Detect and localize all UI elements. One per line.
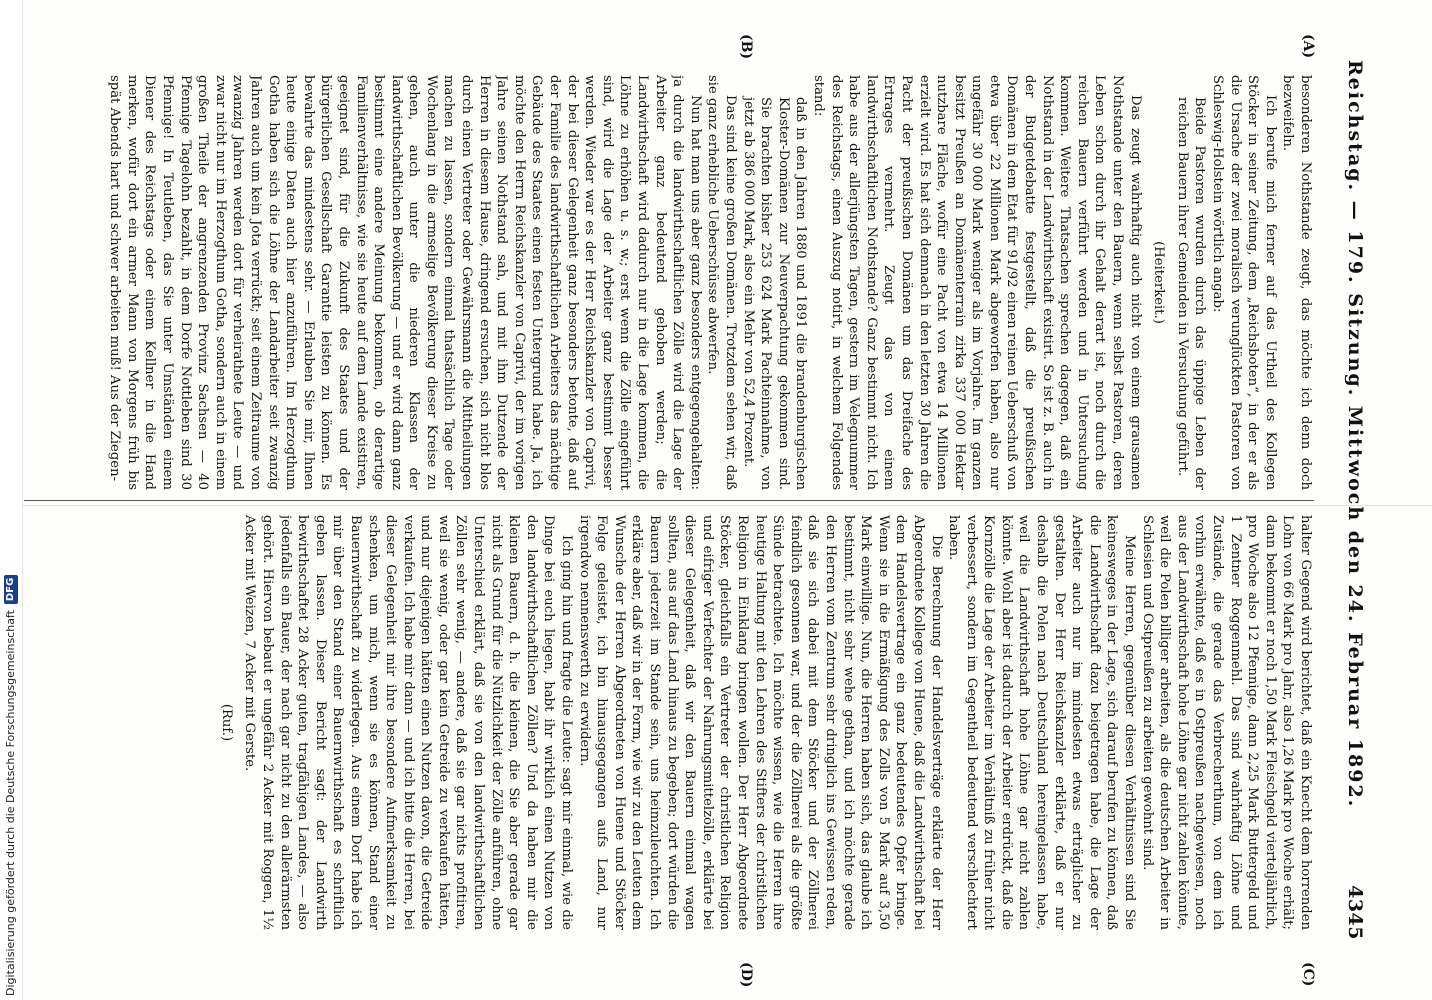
interjection: (Heiterkeit.) [1151,241,1167,324]
paragraph: halter Gegend wird berichtet, daß ein Knecht dem horrenden Lohn von 66 Mark pro Jahr, also 1,26 Mark pro Woche erhält; dann bekommt er noch 1,50 Mark Fleischgeld vierteljährlich, pro Woche also 12 Pfennige, dann 2,25 Mark Buttergeld und 1 Zentner Roggenmehl. Das sind wahrhaftig Löhne und Zustände, die gerade das Verbrecherthum, von dem ich vorhin erwähnte, daß es in Ostpreußen nachgewiesen, noch aus der Landwirthschaft hohe Löhne gar nicht zahlen könnte, weil die Polen billiger arbeiten, als die deutschen Arbeiter in Schlesien und Ostpreußen zu arbeiten gewohnt sind. [1139,515,1313,930]
paragraph: Das zeugt wahrhaftig auch nicht von einem grausamen Nothstande unter den Bauern, wenn selbst Pastoren, deren Leben schon durch ihr Gehalt derart ist, noch durch die reichen Bauern verführt werden und in Untersuchung kommen. Weitere Thatsachen sprechen dagegen, daß ein Nothstand in der Landwirthschaft existirt. So ist z. B. auch in der Budgetdebatte festgestellt, daß die preußischen Domänen in dem Etat für 91/92 einen reinen Ueberschuß von etwa über 22 Millionen Mark abgeworfen haben, also nur ungefähr 30 000 Mark weniger als im Vorjahre. Im ganzen besitzt Preußen an Domänenterrain zirka 337 000 Hektar nutzbare Fläche, wofür eine Pacht von etwa 14 Millionen erzielt wird. Es hat sich demnach in den letzten 30 Jahren die Pacht der preußischen Domänen um das Dreifache des Ertrages vermehrt. Zeugt das von einem landwirthschaftlichen Nothstande? Ganz bestimmt nicht. Ich habe aus der allerjüngsten Tagen, gestern im Velegnummer des Reichstags, einen Auszug notirt, in welchem Folgendes stand: [810,75,1143,490]
running-head [1336,60,1366,940]
paragraph: besonderen Nothstande zeugt, das möchte ich denn doch bezweifeln. [1280,75,1313,490]
column-divider [24,500,1314,501]
paragraph: Ich berufe mich ferner auf das Urtheil des Kollegen Stöcker in seiner Zeitung, dem „Reichsboten“, in der er als die Ursache der zwei moralisch verunglückten Pastoren von Schleswig-Holstein wörtlich angab: [1210,75,1278,490]
page-fold-line [0,505,1432,506]
paragraph: Ich ging hin und fragte die Leute: sagt mir einmal, wie die Dinge bei euch liegen, habt ihr wirklich einen Nutzen von den landwirthschaftlichen Zöllen? Und da haben mir die kleinen Bauern, d. h. die kleinen, die Sie aber gerade gar nicht als Grund für die Nützlichkeit der Zölle anführen, ohne Unterschied erklärt, daß sie von den landwirthschaftlichen Zöllen sehr wenig, — andere, daß sie gar nichts profitiren, weil sie wenig, oder gar kein Getreide zu verkaufen hätten, und nur diejenigen hätten einen Nutzen davon, die Getreide verkaufen. Ich habe mir dann — und ich bitte die Herren, bei dieser Gelegenheit mir ihre besondere Aufmerksamkeit zu schenken, um mich, wenn sie es können, Stand einer Bauernwirthschaft zu widerlegen. Aus einem Dorf habe ich mir über den Stand einer Bauernwirthschaft es schriftlich geben lassen. Dieser Bericht sagt: der Landwirth bewirthschaftet 28 Acker guten, tragfähigen Landes, — also jedenfalls ein Bauer, der nach gar nicht zu den allerärmsten gehört. Hiervon bebaut er ungefähr 2 Acker mit Roggen, 1½ Acker mit Weizen, 7 Acker mit Gerste. [242,515,575,930]
digitization-credit [2,0,20,996]
paragraph: Nun hat man uns aber ganz besonders entgegengehalten: ja durch die landwirthschaftlichen Zölle wird die Lage der Arbeiter ganz bedeutend gehoben werden; die Landwirthschaft wird dadurch nur in die Lage kommen, die Löhne zu erhöhen u. s. w.; erst wenn die Zölle eingeführt sind, wird die Lage der Arbeiter ganz bestimmt besser werden. Wieder war es der Herr Reichskanzler von Caprivi, der bei dieser Gelegenheit ganz besonders betonte, daß auf der Familie des landwirthschaftlichen Arbeiters das mächtige Gebäude des Staates einen festen Untergrund habe. Ja, ich möchte den Herrn Reichskanzler von Caprivi, der im vorigen Jahre seinen Nothstand sah, und mit ihm Dutzende der Herren in diesem Hause, dringend ersuchen, sich nicht blos durch einen Vertreter oder Gewährsmann die Mittheilungen machen zu lassen, sondern einmal thatsächlich Tage oder Wochenlang in die armselige Bevölkerung dieser Kreise zu gehen, auch unter die niederen Klassen der landwirthschaftlichen Bevölkerung — und er wird dann ganz bestimmt eine andere Meinung bekommen, ob derartige Familienverhältnisse, wie sie heute auf dem Lande existiren, geeignet sind, für die Zukunft des Staates und der bürgerlichen Gesellschaft Garantie leisten zu können. Es bewahrte das mindestens sehr. — Erlauben Sie mir, Ihnen heute einige Daten auch hier anzuführen. Im Herzogthum Gotha haben sich die Löhne der Landarbeiter seit zwanzig Jahren auch um kein Jota verrückt; seit einem Zeitraume von zwanzig Jahren werden dort für verheirathete Leute — und zwar nicht nur im Herzogthum Gotha, sondern auch in einem großen Theile der angrenzenden Provinz Sachsen — 40 Pfennige Tagelohn bezahlt, in dem Dorfe Nottleben sind 30 Pfennige! In Teutleben, das Sie unter Umständen einem Diener des Reichstags oder einem Kellner in die Hand merken, wofür dort ein armer Mann von Morgens früh bis spät Abends hart und schwer arbeiten muß! Aus der Ziegen- [107,75,703,490]
digitization-sidebar [0,0,23,1000]
interjection: (Ruf.) [218,703,234,742]
credit-text: Digitalisierung gefördert durch die Deutsche Forschungsgemeinschaft [4,610,17,996]
margin-marker-a: (A) [1300,34,1316,59]
paragraph: Das sind keine großen Domänen. Trotzdem sehen wir, daß sie ganz erhebliche Ueberschüsse abwerfen. [705,75,738,490]
quotation: Beide Pastoren wurden durch das üppige Leben der reichen Bauern ihrer Gemeinden in Versuchung geführt. [1174,97,1208,490]
page-number: 4345 [1344,885,1366,940]
right-column [24,515,1314,930]
quotation: daß in den Jahren 1880 und 1891 die brandenburgischen Kloster-Domänen zur Neuverpachtung gekommen sind. Sie brachten bisher 253 624 Mark Pachteinnahme, von jetzt ab 386 000 Mark, also ein Mehr von 52,4 Prozent. [740,97,809,490]
rotated-scan [2,0,1382,1000]
paragraph: Meine Herren, gegenüber diesen Verhältnissen sind Sie keinesweges in der Lage, sich darauf berufen zu können, daß die Landwirthschaft dazu beigetragen habe, die Lage der Arbeiter auch nur im mindesten etwas erträglicher zu gestalten. Der Herr Reichskanzler erklärte, daß er nur deshalb die Polen nach Deutschland hereingelassen habe, weil die Landwirthschaft hohe Löhne gar nicht zahlen könnte. Wohl aber ist dadurch der Arbeiter erdrückt, daß die Kornzölle die Lage der Arbeiter im Verhältniß zu früher nicht verbessert, sondern im Gegentheil bedeutend verschlechtert haben. [946,515,1138,930]
left-column [24,75,1314,490]
margin-marker-d: (D) [738,962,754,988]
running-head-title: Reichstag. — 179. Sitzung. Mittwoch den 24. Februar 1892. [1344,60,1366,809]
margin-marker-b: (B) [738,34,754,60]
dfg-logo: DFG [4,575,18,604]
margin-marker-c: (C) [1300,962,1316,987]
paragraph: Die Berechnung der Handelsverträge erklärte der Herr Abgeordnete Kollege von Huene, daß die Landwirthschaft bei dem Handelsvertrage ein ganz bedeutendes Opfer bringe. Wenn sie in die Ermäßigung des Zolls von 5 Mark auf 3,50 Mark einwillige. Nun, die Herren haben sich, das glaube ich bestimmt, nicht sehr wehe gethan, und ich möchte gerade den Herren vom Zentrum sehr dringlich ins Gewissen reden, daß sie sich dabei mit dem Stöcker und der Zöllnerei feindlich gesonnen war, und der die Zöllnerei als die größte Sünde betrachtete. Ich möchte wissen, wie die Herren ihre heutige Haltung mit den Lehren des Stifters der christlichen Religion in Einklang bringen wollen. Der Herr Abgeordnete Stöcker, gleichfalls ein Vertreter der christlichen Religion und eifriger Verfechter der Nahrungsmittelzölle, erklärte bei dieser Gelegenheit, daß wir den Bauern einmal wagen sollten, aus auf das Land hinaus zu begeben; dort würden die Bauern jederzeit im Stande sein, uns heimzuleuchten. Ich erkläre aber, daß wir in der Form, wie wir zu den Leuten dem Wunsche der Herren Abgeordneten von Huene und Stöcker Folge geleistet, ich bin hinausgegangen aufs Land, nur irgendwo nennenswerth zu erwidern. [576,515,944,930]
